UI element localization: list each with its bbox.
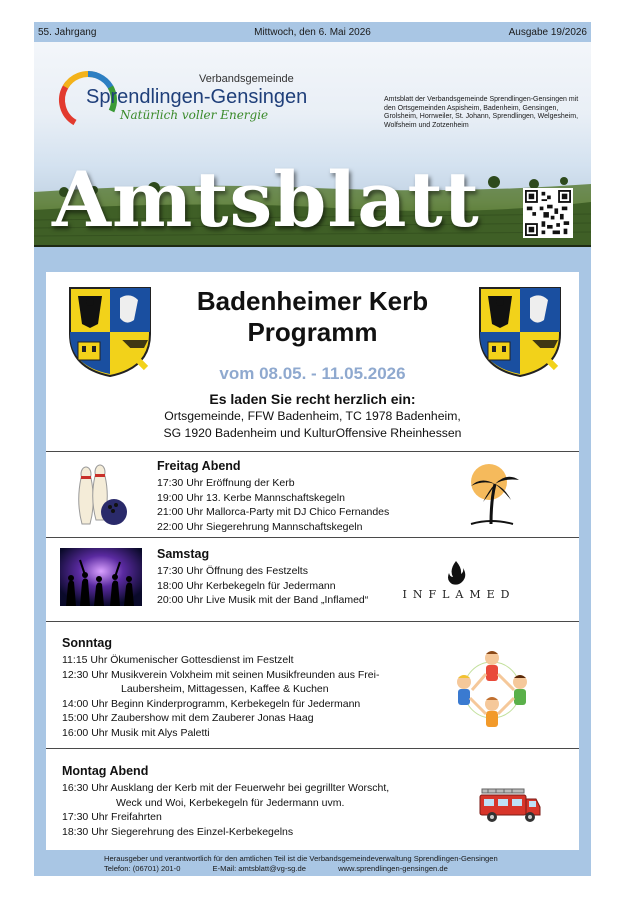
issue-header-bar bbox=[34, 22, 591, 42]
email-address: E-Mail: amtsblatt@vg-sg.de bbox=[212, 864, 306, 873]
contact-line bbox=[104, 864, 478, 874]
schedule-item: 16:00 Uhr Musik mit Alys Paletti bbox=[62, 726, 210, 739]
day-section-saturday bbox=[46, 538, 579, 622]
day-title: Freitag Abend bbox=[157, 459, 241, 473]
hosts-line: SG 1920 Badenheim und KulturOffensive Rheinhessen bbox=[163, 426, 462, 440]
schedule-item: 17:30 Uhr Eröffnung der Kerb bbox=[157, 477, 295, 489]
logo-name: Sprendlingen-Gensingen bbox=[86, 86, 308, 108]
program-title-line2: Programm bbox=[247, 317, 378, 347]
day-section-friday bbox=[46, 452, 579, 538]
schedule-item: 17:30 Uhr Öffnung des Festzelts bbox=[157, 565, 308, 577]
palm-tree-icon bbox=[461, 460, 523, 526]
program-hosts bbox=[46, 408, 579, 442]
website-link[interactable]: www.sprendlingen-gensingen.de bbox=[338, 864, 448, 873]
masthead-title: Amtsblatt bbox=[52, 155, 480, 244]
schedule-item-continued: Weck und Woi, Kerbekegeln für Jedermann uvm. bbox=[116, 796, 345, 809]
schedule-item: 14:00 Uhr Beginn Kinderprogramm, Kerbekegeln für Jedermann bbox=[62, 697, 361, 710]
masthead-description: Amtsblatt der Verbandsgemeinde Sprendlingen-Gensingen mit den Ortsgemeinden Aspisheim, Badenheim, Gensingen, Grolsheim, Horrweiler, St. Johann, Sprendlingen, Welgesheim, Wolfsheim und Zotzenheim bbox=[384, 96, 579, 129]
program-header bbox=[46, 272, 579, 452]
schedule-item: 19:00 Uhr 13. Kerbe Mannschaftskegeln bbox=[157, 491, 345, 504]
publisher-note: Herausgeber und verantwortlich für den amtlichen Teil ist die Verbandsgemeindeverwaltung Sprendlingen-Gensingen bbox=[104, 854, 498, 863]
day-block-saturday bbox=[157, 547, 368, 608]
schedule-item: 11:15 Uhr Ökumenischer Gottesdienst im Festzelt bbox=[62, 654, 294, 666]
schedule-item: 12:30 Uhr Musikverein Volxheim mit seinen Musikfreunden aus Frei- bbox=[62, 668, 380, 681]
day-block-monday bbox=[62, 764, 389, 839]
schedule-item: 15:00 Uhr Zaubershow mit dem Zauberer Jonas Haag bbox=[62, 712, 314, 725]
qr-code-icon bbox=[523, 188, 573, 238]
day-block-friday bbox=[157, 459, 389, 534]
logo-subtitle: Verbandsgemeinde bbox=[199, 73, 294, 85]
day-section-monday bbox=[46, 749, 579, 850]
publisher-footer bbox=[34, 851, 591, 876]
fire-truck-icon bbox=[478, 783, 542, 825]
day-title: Samstag bbox=[157, 547, 210, 561]
schedule-item: 18:30 Uhr Siegerehrung des Einzel-Kerbekegelns bbox=[62, 825, 294, 838]
program-title bbox=[46, 286, 579, 348]
schedule-item: 21:00 Uhr Mallorca-Party mit DJ Chico Fernandes bbox=[157, 506, 390, 519]
program-date-range: vom 08.05. - 11.05.2026 bbox=[219, 364, 406, 383]
issue-date: Mittwoch, den 6. Mai 2026 bbox=[254, 27, 371, 38]
day-block-sunday bbox=[62, 636, 379, 741]
schedule-item: 22:00 Uhr Siegerehrung Mannschaftskegeln bbox=[157, 520, 363, 533]
program-invite: Es laden Sie recht herzlich ein: bbox=[209, 391, 416, 407]
party-crowd-icon bbox=[60, 548, 142, 606]
issue-number: Ausgabe 19/2026 bbox=[508, 27, 587, 38]
day-section-sunday bbox=[46, 622, 579, 749]
volume-label: 55. Jahrgang bbox=[38, 27, 97, 38]
band-logo: INFLAMED bbox=[402, 588, 516, 601]
schedule-item-continued: Laubersheim, Mittagessen, Kaffee & Kuchen bbox=[121, 683, 329, 696]
phone-number: Telefon: (06701) 201-0 bbox=[104, 864, 181, 873]
day-title: Montag Abend bbox=[62, 764, 149, 778]
children-playing-icon bbox=[446, 648, 538, 730]
bowling-icon bbox=[72, 462, 132, 528]
flame-icon bbox=[446, 560, 466, 586]
schedule-item: 16:30 Uhr Ausklang der Kerb mit der Feuerwehr bei gegrillter Worscht, bbox=[62, 782, 390, 794]
hosts-line: Ortsgemeinde, FFW Badenheim, TC 1978 Badenheim, bbox=[164, 409, 461, 423]
program-title-line1: Badenheimer Kerb bbox=[196, 286, 429, 316]
schedule-item: 20:00 Uhr Live Musik mit der Band „Inflamed“ bbox=[157, 594, 369, 607]
schedule-item: 18:00 Uhr Kerbekegeln für Jedermann bbox=[157, 579, 336, 592]
masthead-banner bbox=[34, 42, 591, 247]
logo-slogan: Natürlich voller Energie bbox=[120, 108, 269, 122]
schedule-item: 17:30 Uhr Freifahrten bbox=[62, 811, 162, 824]
day-title: Sonntag bbox=[62, 636, 112, 650]
